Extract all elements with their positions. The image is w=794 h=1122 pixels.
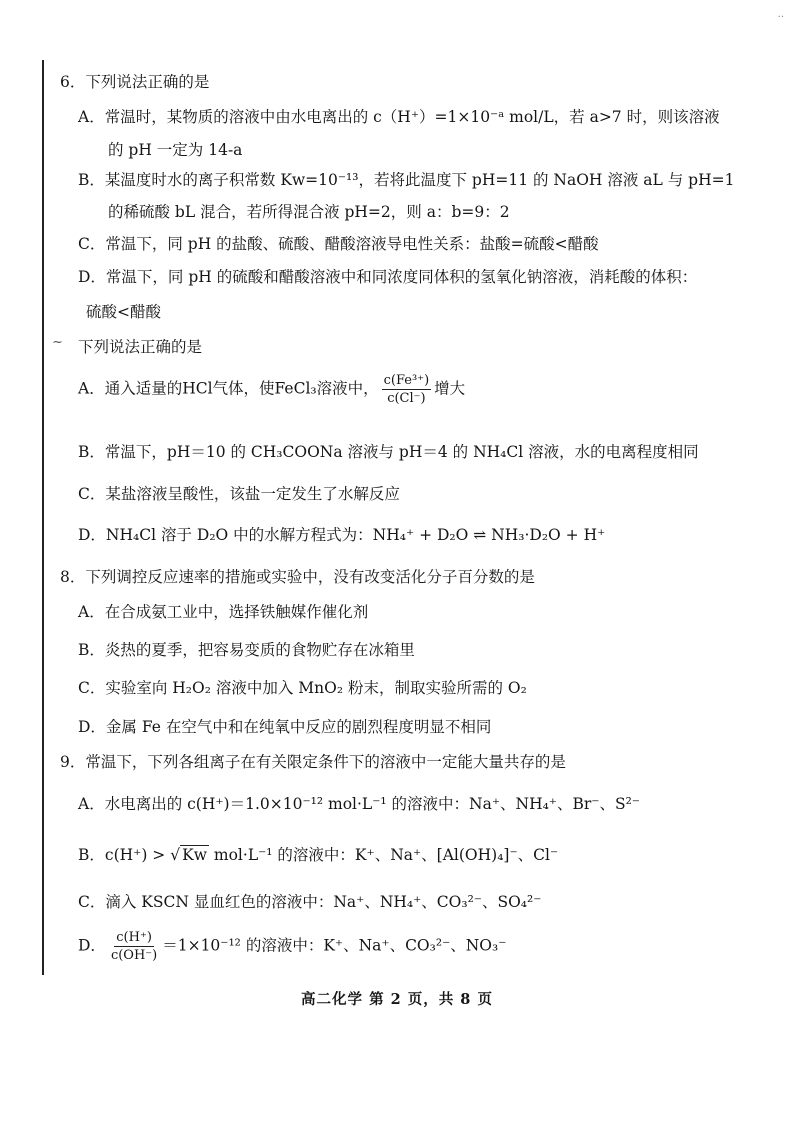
q6-option-c: C．常温下，同 pH 的盐酸、硫酸、醋酸溶液导电性关系：盐酸=硫酸<醋酸: [78, 235, 599, 253]
q7-option-a: [78, 373, 465, 406]
q7-option-a-fraction: [382, 373, 432, 406]
fraction-numerator: c(H⁺): [116, 930, 152, 945]
q9-option-b: [78, 843, 558, 865]
fraction-denominator: c(OH⁻): [110, 948, 158, 963]
q7-stem: 下列说法正确的是: [78, 338, 203, 356]
radicand: Kw: [182, 846, 207, 864]
q8-option-b: B．炎热的夏季，把容易变质的食物贮存在冰箱里: [78, 641, 415, 659]
q9-option-d-fraction: [109, 930, 159, 963]
q6-option-d: D．常温下，同 pH 的硫酸和醋酸溶液中和同浓度同体积的氢氧化钠溶液，消耗酸的体积：: [78, 268, 698, 286]
q8-stem: 8．下列调控反应速率的措施或实验中，没有改变活化分子百分数的是: [60, 568, 535, 586]
q6-stem: 6．下列说法正确的是: [60, 73, 210, 91]
q9-option-b-text: B．c(H⁺) >: [78, 846, 166, 864]
q7-option-b: B．常温下，pH＝10 的 CH₃COONa 溶液与 pH＝4 的 NH₄Cl 溶液，水的电离程度相同: [78, 443, 699, 461]
q8-option-a: A．在合成氨工业中，选择铁触媒作催化剂: [78, 603, 369, 621]
q6-option-b: B．某温度时水的离子积常数 Kw=10⁻¹³，若将此温度下 pH=11 的 NaOH 溶液 aL 与 pH=1: [78, 171, 735, 189]
q7-option-a-suffix: 增大: [434, 379, 466, 398]
q6-option-a: A．常温时，某物质的溶液中由水电离出的 c（H⁺）=1×10⁻ᵃ mol/L，若 a>7 时，则该溶液: [78, 108, 720, 126]
q9-option-d-suffix: ＝1×10⁻¹² 的溶液中：K⁺、Na⁺、CO₃²⁻、NO₃⁻: [162, 936, 507, 955]
q7-option-a-text: A．通入适量的HCl气体，使FeCl₃溶液中，: [78, 379, 379, 398]
binding-margin-line: [42, 60, 44, 975]
q6-option-a-cont: 的 pH 一定为 14-a: [108, 141, 243, 159]
q8-option-c: C．实验室向 H₂O₂ 溶液中加入 MnO₂ 粉末，制取实验所需的 O₂: [78, 679, 527, 697]
fraction-denominator: c(Cl⁻): [387, 391, 426, 406]
fraction-numerator: c(Fe³⁺): [383, 373, 430, 388]
page-footer: 高二化学 第 2 页，共 8 页: [301, 991, 493, 1008]
q9-option-d: [78, 930, 506, 963]
q9-option-d-label: D．: [78, 936, 106, 955]
q9-stem: 9．常温下，下列各组离子在有关限定条件下的溶液中一定能大量共存的是: [60, 753, 566, 771]
square-root: √ Kw: [170, 846, 207, 864]
q9-option-c: C．滴入 KSCN 显血红色的溶液中：Na⁺、NH₄⁺、CO₃²⁻、SO₄²⁻: [78, 893, 542, 911]
q9-option-a: A．水电离出的 c(H⁺)＝1.0×10⁻¹² mol·L⁻¹ 的溶液中：Na⁺、NH₄⁺、Br⁻、S²⁻: [78, 795, 640, 813]
q9-option-b-suffix: mol·L⁻¹ 的溶液中：K⁺、Na⁺、[Al(OH)₄]⁻、Cl⁻: [213, 846, 559, 864]
q7-option-d: D．NH₄Cl 溶于 D₂O 中的水解方程式为：NH₄⁺ + D₂O ⇌ NH₃·D₂O + H⁺: [78, 526, 606, 544]
q6-option-d-cont: 硫酸<醋酸: [86, 303, 161, 321]
q8-option-d: D．金属 Fe 在空气中和在纯氧中反应的剧烈程度明显不相同: [78, 718, 492, 736]
q6-option-b-cont: 的稀硫酸 bL 混合，若所得混合液 pH=2，则 a：b=9：2: [108, 203, 510, 221]
q7-number-mark: ~: [52, 335, 63, 350]
q7-option-c: C．某盐溶液呈酸性，该盐一定发生了水解反应: [78, 485, 400, 503]
corner-mark: ··: [777, 12, 784, 23]
